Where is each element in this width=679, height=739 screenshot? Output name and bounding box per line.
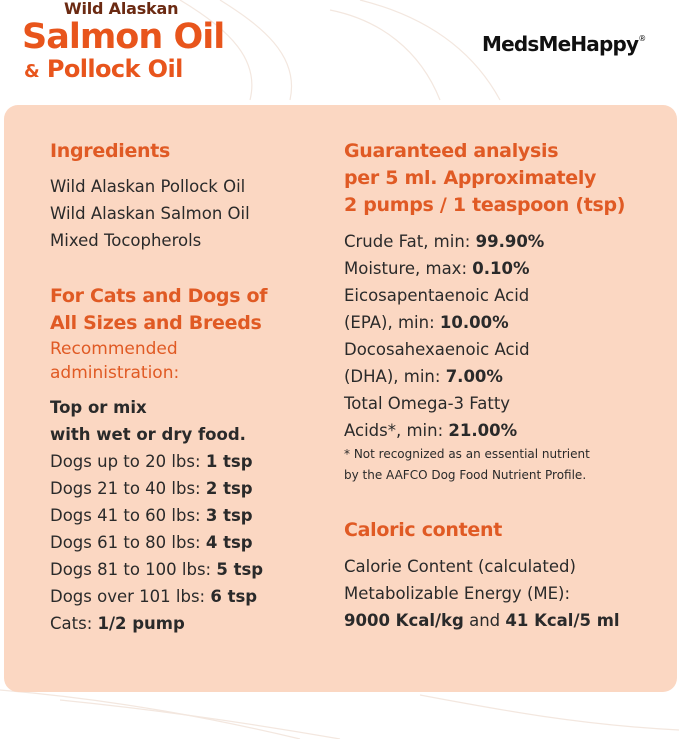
dosage-label: Dogs over 101 lbs:	[50, 587, 206, 606]
analysis-row	[344, 363, 590, 390]
product-subtitle: Wild Alaskan	[64, 0, 179, 18]
ingredient-item: Mixed Tocopherols	[50, 231, 202, 250]
analysis-row	[344, 228, 590, 255]
dosage-item	[50, 583, 263, 610]
product-title-line1: Salmon Oil	[22, 17, 225, 57]
ingredient-item: Wild Alaskan Pollock Oil	[50, 177, 246, 196]
dosage-item	[50, 556, 263, 583]
dosage-heading-line2: All Sizes and Breeds	[50, 312, 262, 334]
dosage-value: 5 tsp	[216, 560, 264, 579]
dosage-instruction: with wet or dry food.	[50, 425, 246, 444]
dosage-label: Cats:	[50, 614, 93, 633]
dosage-item	[50, 475, 263, 502]
dosage-subheading-line1: Recommended	[50, 339, 178, 359]
analysis-label: Eicosapentaenoic Acid	[344, 286, 530, 305]
analysis-value: 7.00%	[445, 367, 503, 386]
caloric-value-kg: 9000 Kcal/kg	[344, 611, 464, 630]
analysis-label: (DHA), min:	[344, 367, 441, 386]
product-title-line2	[24, 57, 183, 81]
analysis-value: 0.10%	[472, 259, 530, 278]
dosage-item	[50, 529, 263, 556]
dosage-item	[50, 502, 263, 529]
analysis-value: 21.00%	[448, 421, 518, 440]
product-title-line2-text: Pollock Oil	[46, 55, 183, 83]
analysis-footnote-line2: by the AAFCO Dog Food Nutrient Profile.	[344, 468, 587, 482]
analysis-row	[344, 417, 590, 444]
dosage-label: Dogs 61 to 80 lbs:	[50, 533, 201, 552]
registered-mark: ®	[638, 34, 646, 44]
analysis-label: Crude Fat, min:	[344, 232, 471, 251]
dosage-instruction: Top or mix	[50, 398, 147, 417]
caloric-line: Metabolizable Energy (ME):	[344, 584, 571, 603]
dosage-subheading-line2: administration:	[50, 363, 180, 383]
dosage-value: 4 tsp	[205, 533, 253, 552]
analysis-row	[344, 390, 590, 417]
dosage-heading-line1: For Cats and Dogs of	[50, 285, 268, 307]
caloric-heading: Caloric content	[344, 519, 503, 541]
analysis-heading-line1: Guaranteed analysis	[344, 140, 559, 162]
analysis-label: Docosahexaenoic Acid	[344, 340, 530, 359]
dosage-label: Dogs 41 to 60 lbs:	[50, 506, 201, 525]
dosage-value: 1 tsp	[205, 452, 253, 471]
ingredients-heading: Ingredients	[50, 140, 171, 162]
analysis-label: Acids*, min:	[344, 421, 444, 440]
analysis-heading-line3: 2 pumps / 1 teaspoon (tsp)	[344, 194, 626, 216]
caloric-line: Calorie Content (calculated)	[344, 557, 576, 576]
dosage-item	[50, 448, 263, 475]
dosage-label: Dogs 21 to 40 lbs:	[50, 479, 201, 498]
analysis-footnote-line1: * Not recognized as an essential nutrient	[344, 447, 590, 461]
dosage-value: 2 tsp	[205, 479, 253, 498]
analysis-value: 99.90%	[475, 232, 545, 251]
analysis-heading-line2: per 5 ml. Approximately	[344, 167, 597, 189]
dosage-label: Dogs 81 to 100 lbs:	[50, 560, 212, 579]
info-panel	[4, 105, 677, 692]
analysis-value: 10.00%	[439, 313, 509, 332]
brand-name: MedsMeHappy	[482, 32, 639, 56]
dosage-value: 1/2 pump	[97, 614, 185, 633]
caloric-values	[344, 607, 620, 634]
dosage-label: Dogs up to 20 lbs:	[50, 452, 201, 471]
analysis-row	[344, 282, 590, 309]
ampersand: &	[24, 61, 40, 82]
analysis-label: Moisture, max:	[344, 259, 468, 278]
ingredient-item: Wild Alaskan Salmon Oil	[50, 204, 250, 223]
dosage-value: 3 tsp	[205, 506, 253, 525]
analysis-row	[344, 309, 590, 336]
analysis-row	[344, 255, 590, 282]
header	[0, 0, 679, 100]
analysis-label: Total Omega-3 Fatty	[344, 394, 511, 413]
caloric-connector: and	[469, 611, 501, 630]
brand-logo	[482, 32, 645, 56]
dosage-value: 6 tsp	[210, 587, 258, 606]
dosage-item	[50, 610, 263, 637]
caloric-value-ml: 41 Kcal/5 ml	[505, 611, 620, 630]
analysis-label: (EPA), min:	[344, 313, 435, 332]
analysis-row	[344, 336, 590, 363]
